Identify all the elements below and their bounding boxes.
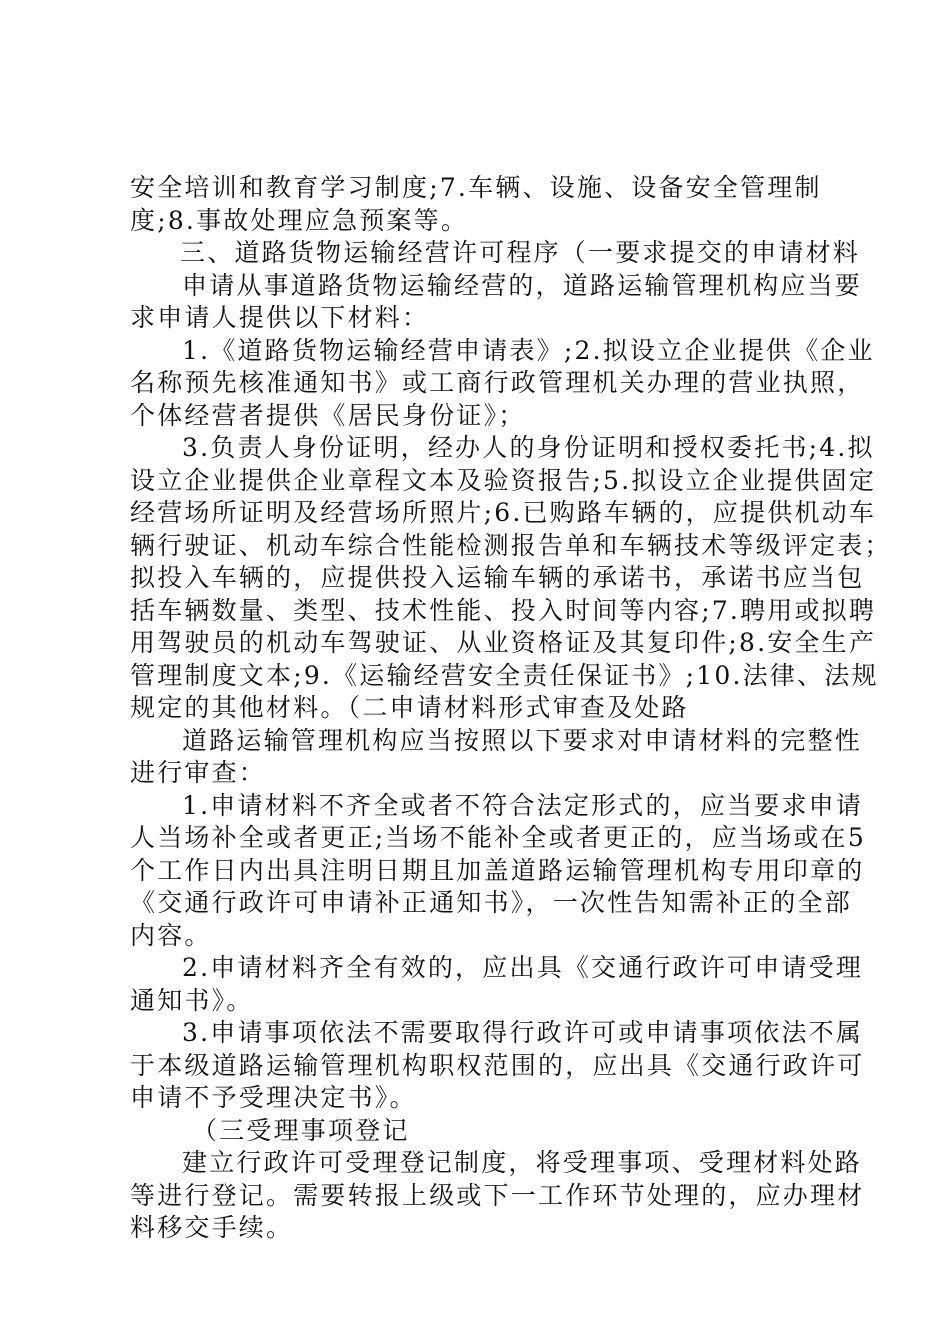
text-line: 用驾驶员的机动车驾驶证、从业资格证及其复印件;8.安全生产	[130, 628, 877, 657]
text-line: 1.《道路货物运输经营申请表》;2.拟设立企业提供《企业	[182, 335, 875, 365]
text-line: 内容。	[130, 920, 212, 950]
text-line: 料移交手续。	[130, 1213, 294, 1242]
section-heading: （三受理事项登记	[192, 1115, 410, 1145]
text-line: 申请不予受理决定书》。	[130, 1083, 417, 1112]
section-heading: 三、道路货物运输经营许可程序（一要求提交的申请材料	[180, 238, 861, 267]
document-body	[130, 172, 892, 1245]
text-line: 个工作日内出具注明日期且加盖道路运输管理机构专用印章的	[130, 855, 865, 885]
text-line: 括车辆数量、类型、技术性能、投入时间等内容;7.聘用或拟聘	[130, 595, 877, 625]
text-line: 申请从事道路货物运输经营的，道路运输管理机构应当要	[182, 270, 863, 300]
text-line: 通知书》。	[130, 985, 254, 1015]
text-line: 3.负责人身份证明，经办人的身份证明和授权委托书;4.拟	[182, 433, 875, 462]
text-line: 度;8.事故处理应急预案等。	[130, 205, 469, 235]
text-line: 《交通行政许可申请补正通知书》，一次性告知需补正的全部	[130, 888, 852, 917]
text-line: 拟投入车辆的，应提供投入运输车辆的承诺书，承诺书应当包	[130, 563, 865, 592]
text-line: 个体经营者提供《居民身份证》；	[130, 400, 526, 430]
text-line: 于本级道路运输管理机构职权范围的，应出具《交通行政许可	[130, 1050, 865, 1080]
text-line: 3.申请事项依法不需要取得行政许可或申请事项依法不属	[182, 1018, 864, 1047]
text-line: 管理制度文本;9.《运输经营安全责任保证书》;10.法律、法规	[130, 660, 879, 690]
text-line: 设立企业提供企业章程文本及验资报告;5.拟设立企业提供固定	[130, 465, 877, 495]
text-line: 道路运输管理机构应当按照以下要求对申请材料的完整性	[182, 725, 863, 755]
text-line: 建立行政许可受理登记制度，将受理事项、受理材料处路	[182, 1148, 863, 1177]
text-line: 求申请人提供以下材料：	[130, 303, 430, 332]
text-line: 人当场补全或者更正;当场不能补全或者更正的，应当场或在5	[130, 823, 866, 852]
text-line: 安全培训和教育学习制度;7.车辆、设施、设备安全管理制	[130, 173, 822, 202]
text-line: 进行审查：	[130, 758, 267, 787]
text-line: 2.申请材料齐全有效的，应出具《交通行政许可申请受理	[182, 953, 864, 982]
text-line: 规定的其他材料。（二申请材料形式审查及处路	[130, 693, 689, 722]
text-line: 名称预先核准通知书》或工商行政管理机关办理的营业执照，	[130, 368, 865, 397]
text-line: 经营场所证明及经营场所照片;6.已购路车辆的，应提供机动车	[130, 498, 877, 527]
text-line: 等进行登记。需要转报上级或下一工作环节处理的，应办理材	[130, 1180, 865, 1210]
text-line: 辆行驶证、机动车综合性能检测报告单和车辆技术等级评定表；	[130, 530, 892, 560]
text-line: 1.申请材料不齐全或者不符合法定形式的，应当要求申请	[182, 790, 864, 820]
